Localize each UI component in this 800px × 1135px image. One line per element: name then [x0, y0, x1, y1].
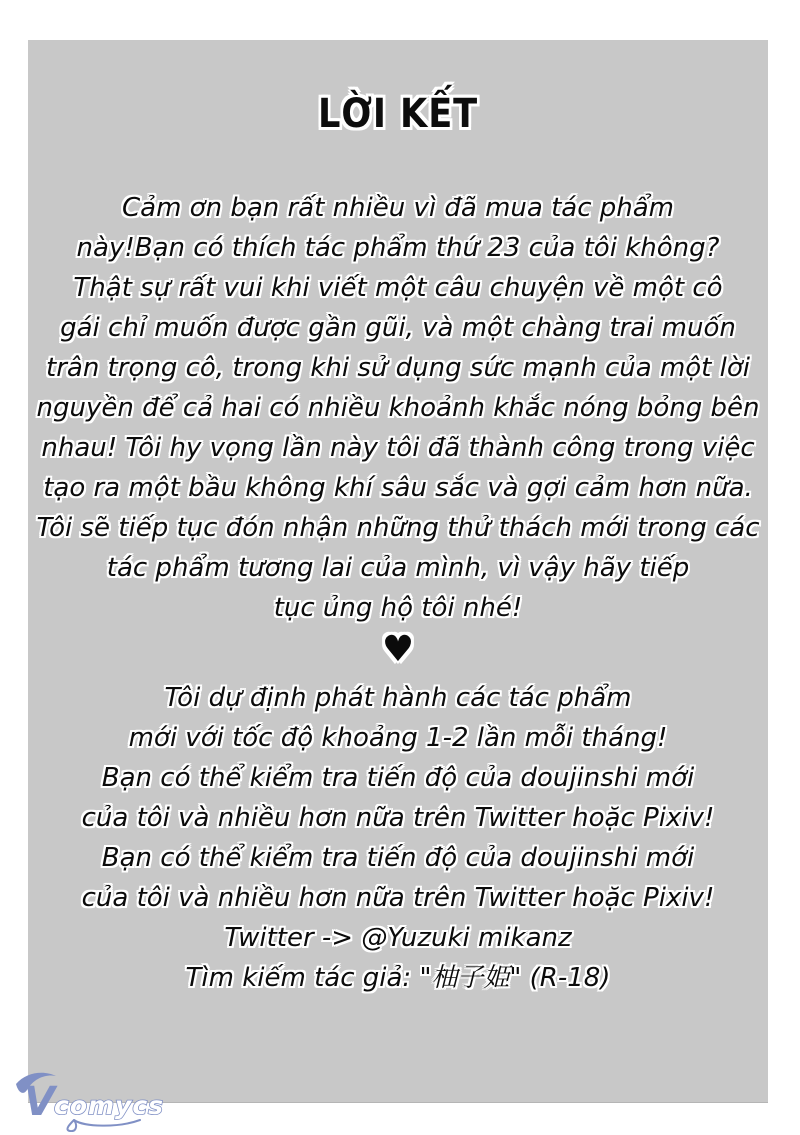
vcomycs-watermark [10, 1070, 180, 1132]
logo-text: comycs [54, 1091, 165, 1120]
text-line: Bạn có thể kiểm tra tiến độ của doujinshi mới [101, 763, 695, 793]
text-line: tạo ra một bầu không khí sâu sắc và gợi cảm hơn nữa. [43, 473, 753, 503]
text-line: Bạn có thể kiểm tra tiến độ của doujinshi mới [101, 843, 695, 873]
text-line: Tôi sẽ tiếp tục đón nhận những thử thách mới trong các [36, 513, 760, 543]
text-line: Cảm ơn bạn rất nhiều vì đã mua tác phẩm [121, 193, 675, 223]
text-line: trân trọng cô, trong khi sử dụng sức mạnh của một lời [46, 353, 750, 383]
text-line: của tôi và nhiều hơn nữa trên Twitter hoặc Pixiv! [81, 883, 715, 913]
author-search-line: Tìm kiếm tác giả: "柚子姫" (R-18) [185, 963, 611, 993]
text-line: gái chỉ muốn được gần gũi, và một chàng trai muốn [60, 313, 736, 343]
text-line: này!Bạn có thích tác phẩm thứ 23 của tôi không? [76, 233, 720, 263]
text-line: Thật sự rất vui khi viết một câu chuyện về một cô [73, 273, 723, 303]
text-line: nhau! Tôi hy vọng lần này tôi đã thành công trong việc [41, 433, 755, 463]
logo-initial: V [24, 1079, 55, 1125]
heart-icon: ♥ [381, 629, 415, 670]
text-line: Tôi dự định phát hành các tác phẩm [164, 683, 632, 713]
paragraph-thanks [28, 188, 768, 628]
vcomycs-logo-icon [10, 1070, 180, 1132]
gray-paper [28, 40, 768, 1102]
logo-underline-swoosh [67, 1120, 140, 1131]
text-line: mới với tốc độ khoảng 1-2 lần mỗi tháng! [128, 723, 668, 753]
paragraph-release-info [28, 678, 768, 998]
page-title: LỜI KẾT [317, 91, 479, 137]
text-line: nguyền để cả hai có nhiều khoảnh khắc nóng bỏng bên [36, 393, 760, 423]
text-line: tục ủng hộ tôi nhé! [273, 593, 523, 623]
twitter-handle-line: Twitter -> @Yuzuki mikanz [224, 923, 572, 953]
text-line: tác phẩm tương lai của mình, vì vậy hãy tiếp [106, 553, 690, 583]
text-line: của tôi và nhiều hơn nữa trên Twitter hoặc Pixiv! [81, 803, 715, 833]
